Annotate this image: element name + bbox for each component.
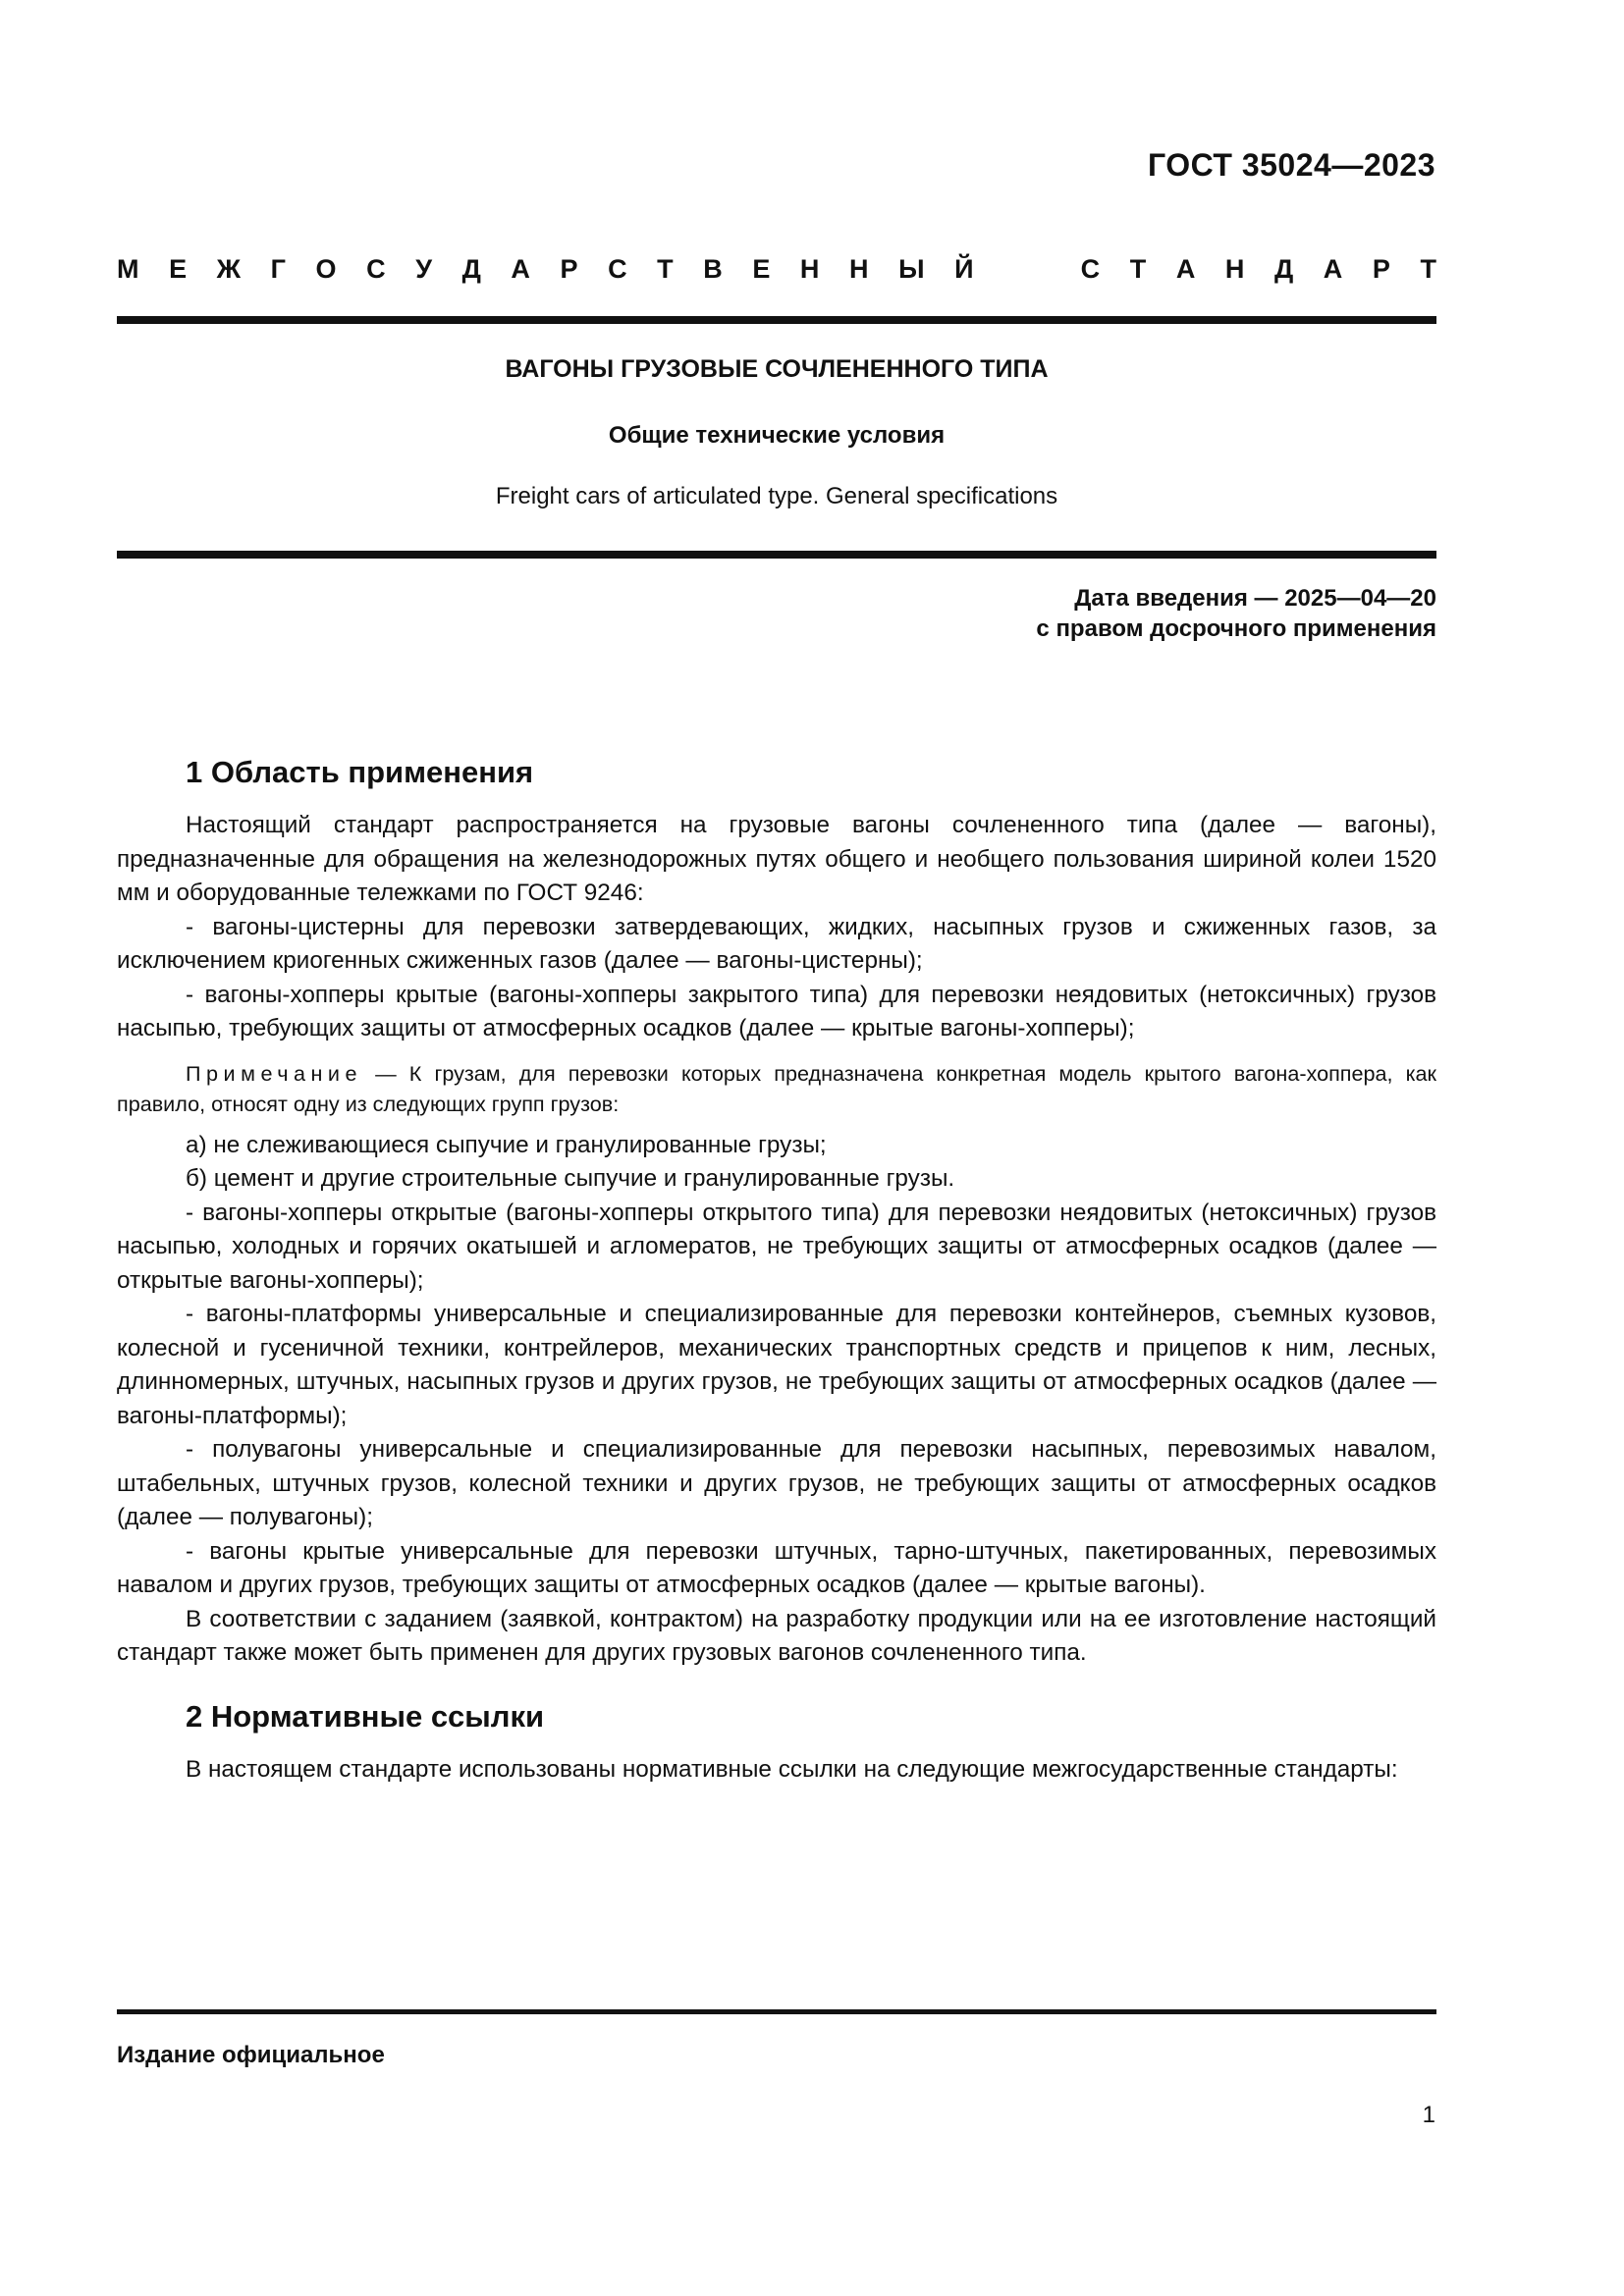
banner-letter: О: [315, 253, 337, 284]
scope-list-item: - вагоны-хопперы крытые (вагоны-хопперы закрытого типа) для перевозки неядовитых (нетоксичных) грузов насыпью, требующих защиты от атмосферных осадков (далее — крытые вагоны-хопперы);: [117, 981, 1436, 1041]
footer-divider: [117, 2009, 1436, 2014]
scope-list-item: - вагоны крытые универсальные для перевозки штучных, тарно-штучных, пакетированных, перевозимых навалом и других грузов, требующих защиты от атмосферных осадков (далее — крытые вагоны).: [117, 1537, 1436, 1598]
banner-letter: Й: [954, 253, 974, 284]
title-divider: [117, 551, 1436, 559]
banner-letter: А: [1323, 253, 1343, 284]
banner-letter: А: [1175, 253, 1196, 284]
banner-letter: А: [511, 253, 530, 284]
banner-letter: Р: [560, 253, 578, 284]
note-text: — К грузам, для перевозки которых предназначена конкретная модель крытого вагона-хоппера, как правило, относят одну из следующих групп грузов:: [117, 1060, 1436, 1116]
top-divider: [117, 316, 1436, 324]
note-paragraph: [117, 1058, 1436, 1119]
banner-letter: Р: [1372, 253, 1390, 284]
banner-letter: Ы: [898, 253, 925, 284]
document-body: [117, 754, 1436, 1787]
scope-list-item: - полувагоны универсальные и специализированные для перевозки насыпных, перевозимых навалом, штабельных, штучных грузов, колесной техники и других грузов, не требующих защиты от атмосферных осадков (далее — полувагоны);: [117, 1436, 1436, 1530]
banner-letter: Н: [849, 253, 869, 284]
banner-letter: Д: [1273, 253, 1294, 284]
banner-letter: С: [366, 253, 386, 284]
introduction-date-line: Дата введения — 2025—04—20: [1074, 585, 1436, 612]
banner-letter: Т: [1420, 253, 1436, 284]
section-1-heading: 1 Область применения: [186, 755, 534, 789]
note-label: Примечание: [186, 1060, 362, 1086]
page-number: 1: [1422, 2102, 1435, 2128]
gost-number: ГОСТ 35024—2023: [1147, 147, 1435, 183]
banner-letter: Е: [752, 253, 771, 284]
official-edition-label: Издание официальное: [117, 2042, 385, 2068]
banner-letter: Ж: [216, 253, 242, 284]
document-subtitle: Общие технические условия: [608, 422, 946, 449]
early-application-line: с правом досрочного применения: [1036, 615, 1436, 642]
banner-letter: В: [703, 253, 723, 284]
banner-letter: Т: [1129, 253, 1147, 284]
section-2-heading: 2 Нормативные ссылки: [186, 1698, 545, 1734]
english-title: Freight cars of articulated type. General specifications: [495, 483, 1058, 509]
scope-list-item: - вагоны-платформы универсальные и специализированные для перевозки контейнеров, съемных кузовов, колесной и гусеничной техники, контрейлеров, механических транспортных средств и прицепов к ним, лесных, длинномерных, штучных, насыпных грузов и других грузов, не требующих защиты от атмосферных осадков (далее — вагоны-платформы);: [117, 1301, 1436, 1429]
cargo-group-item: б) цемент и другие строительные сыпучие и гранулированные грузы.: [186, 1165, 955, 1192]
section-1-paragraph: В соответствии с заданием (заявкой, контрактом) на разработку продукции или на ее изготовление настоящий стандарт также может быть применен для других грузовых вагонов сочлененного типа.: [117, 1605, 1436, 1666]
banner-letter: Н: [1224, 253, 1245, 284]
scope-list-item: - вагоны-хопперы открытые (вагоны-хопперы открытого типа) для перевозки неядовитых (нетоксичных) грузов насыпью, холодных и горячих окатышей и агломератов, не требующих защиты от атмосферных осадков (далее — открытые вагоны-хопперы);: [117, 1199, 1436, 1294]
banner-letter: Т: [657, 253, 674, 284]
scope-list-item: - вагоны-цистерны для перевозки затвердевающих, жидких, насыпных грузов и сжиженных газов, за исключением криогенных сжиженных газов (далее — вагоны-цистерны);: [117, 913, 1436, 974]
banner-letter: М: [117, 253, 139, 284]
banner-letter: С: [1080, 253, 1101, 284]
banner-letter: Н: [799, 253, 820, 284]
document-title: ВАГОНЫ ГРУЗОВЫЕ СОЧЛЕНЕННОГО ТИПА: [505, 355, 1049, 383]
banner-letter: Г: [270, 253, 286, 284]
banner-letter: У: [415, 253, 433, 284]
introduction-date: [1036, 583, 1436, 644]
section-1-paragraph: Настоящий стандарт распространяется на грузовые вагоны сочлененного типа (далее — вагоны), предназначенные для обращения на железнодорожных путях общего и необщего пользования шириной колеи 1520 мм и оборудованные тележками по ГОСТ 9246:: [117, 812, 1436, 906]
cargo-group-item: а) не слеживающиеся сыпучие и гранулированные грузы;: [186, 1131, 827, 1158]
banner-letter: Е: [169, 253, 188, 284]
standard-type-banner: [117, 249, 1436, 289]
banner-letter: С: [608, 253, 627, 284]
section-2-paragraph: В настоящем стандарте использованы нормативные ссылки на следующие межгосударственные стандарты:: [186, 1755, 1398, 1783]
banner-letter: Д: [461, 253, 481, 284]
